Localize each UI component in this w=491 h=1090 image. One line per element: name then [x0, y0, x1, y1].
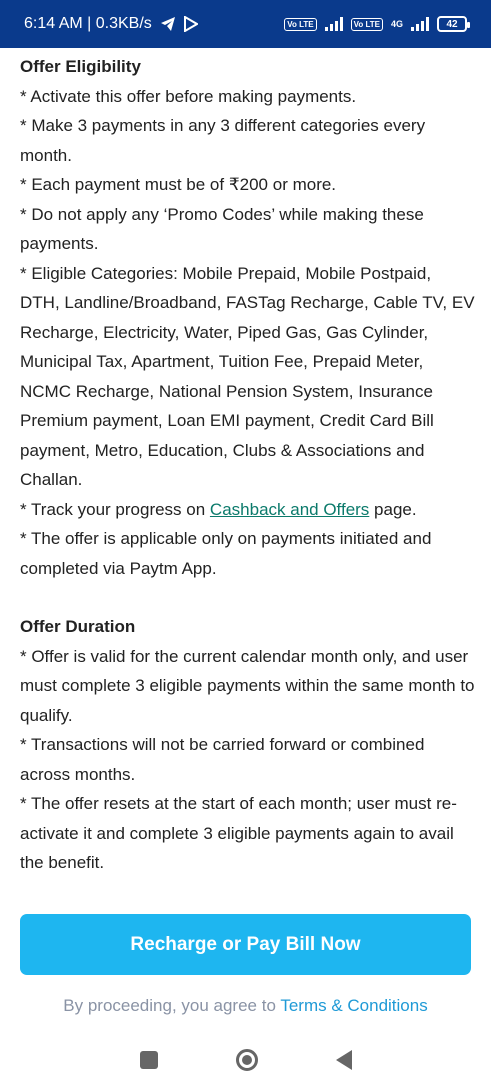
terms-prefix: By proceeding, you agree to [63, 996, 281, 1015]
play-store-icon [184, 16, 198, 32]
track-prefix: * Track your progress on [20, 499, 210, 519]
eligibility-line: * Each payment must be of ₹200 or more. [20, 175, 337, 194]
home-button[interactable] [236, 1049, 258, 1071]
system-nav-bar [0, 1040, 491, 1080]
eligibility-line: * Eligible Categories: Mobile Prepaid, Mobile Postpaid, DTH, Landline/Broadband, FASTag Recharge, Cable TV, EV Recharge, Electricity, Water, Piped Gas, Gas Cylinder, Municipal Tax, Apartment, Tuition Fee, Prepaid Meter, NCMC Recharge, National Pension System, Insurance Premium payment, Loan EMI payment, Credit Card Bill payment, Metro, Education, Clubs & Associations and Challan. [20, 263, 475, 489]
back-button[interactable] [336, 1050, 352, 1070]
duration-line: * Offer is valid for the current calendar month only, and user must complete 3 eligible payments within the same month to qualify. [20, 646, 475, 725]
eligibility-title: Offer Eligibility [20, 57, 141, 76]
telegram-icon [160, 16, 176, 32]
eligibility-line: * Make 3 payments in any 3 different categories every month. [20, 116, 426, 165]
battery-level: 42 [446, 18, 458, 30]
status-left [24, 15, 198, 33]
signal-icon-2 [411, 17, 429, 31]
duration-line: * The offer resets at the start of each month; user must re-activate it and complete 3 eligible payments again to avail the benefit. [20, 794, 457, 872]
network-type: 4G [390, 19, 403, 29]
terms-line [0, 996, 491, 1016]
status-right [284, 16, 467, 32]
eligibility-line: * Activate this offer before making payments. [20, 86, 357, 106]
track-suffix: page. [369, 499, 417, 519]
duration-line: * Transactions will not be carried forward or combined across months. [20, 735, 425, 784]
track-progress-line [20, 495, 475, 525]
recharge-pay-bill-button[interactable] [20, 914, 471, 975]
terms-content [20, 52, 475, 878]
section-gap [20, 583, 475, 612]
signal-icon-1 [325, 17, 343, 31]
recents-button[interactable] [140, 1051, 158, 1069]
battery-icon [437, 16, 467, 32]
cta-label: Recharge or Pay Bill Now [130, 933, 361, 955]
volte-badge-2: Vo LTE [351, 18, 383, 31]
volte-badge-1: Vo LTE [284, 18, 316, 31]
duration-title: Offer Duration [20, 617, 136, 636]
status-bar [0, 0, 491, 48]
eligibility-line: * The offer is applicable only on payments initiated and completed via Paytm App. [20, 529, 432, 578]
eligibility-line: * Do not apply any ‘Promo Codes’ while making these payments. [20, 204, 424, 253]
status-time-speed: 6:14 AM | 0.3KB/s [24, 15, 152, 32]
terms-conditions-link[interactable]: Terms & Conditions [280, 996, 428, 1015]
cashback-offers-link[interactable]: Cashback and Offers [209, 499, 370, 519]
